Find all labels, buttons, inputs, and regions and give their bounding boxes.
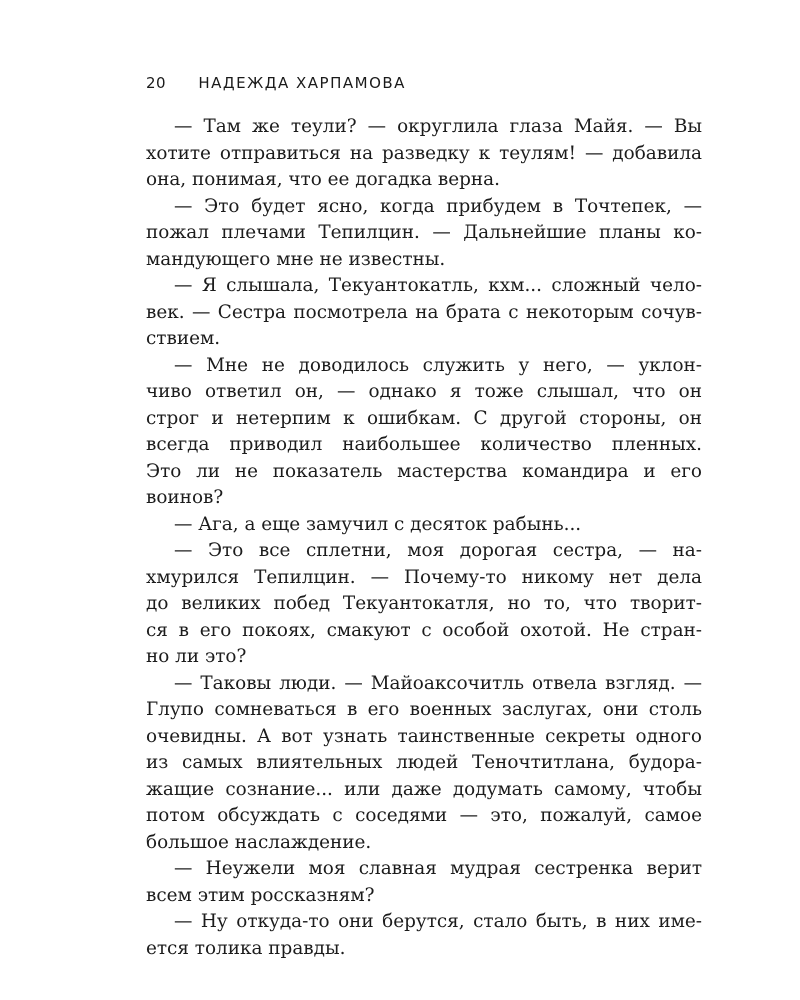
text-line: очевидны. А вот узнать таинственные секреты одного — [146, 725, 702, 747]
text-line: всегда приводил наибольшее количество пленных. — [146, 434, 702, 455]
text-line: ся в его покоях, смакуют с особой охотой. Не стран- — [146, 619, 702, 641]
page-number: 20 — [146, 74, 167, 92]
text-line: — Это все сплетни, моя дорогая сестра, — на- — [174, 540, 702, 561]
text-line: — Я слышала, Текуантокатль, кхм... сложный чело- — [174, 275, 702, 296]
text-line: — Таковы люди. — Майоаксочитль отвела взгляд. — — [174, 672, 702, 694]
text-line: — Неужели моя славная мудрая сестренка верит — [174, 858, 702, 879]
running-head — [146, 74, 706, 98]
text-line: жащие сознание... или даже додумать самому, чтобы — [146, 778, 702, 800]
book-author: НАДЕЖДА ХАРПАМОВА — [198, 74, 406, 92]
text-line: чиво ответил он, — однако я тоже слышал, что он — [146, 381, 702, 402]
text-line: строг и нетерпим к ошибкам. С другой стороны, он — [146, 407, 702, 429]
text-line: она, понимая, что ее догадка верна. — [146, 169, 500, 190]
text-line: Глупо сомневаться в его военных заслугах, они столь — [146, 699, 702, 720]
text-line: всем этим россказням? — [146, 884, 375, 906]
text-line: — Мне не доводилось служить у него, — уклон- — [174, 354, 702, 376]
text-line: хмурился Тепилцин. — Почему-то никому нет дела — [146, 566, 702, 588]
text-line: воинов? — [146, 487, 224, 508]
text-line: мандующего мне не известны. — [146, 248, 446, 270]
body-text — [146, 114, 702, 962]
text-line: хотите отправиться на разведку к теулям! — добавила — [146, 142, 702, 164]
text-line: но ли это? — [146, 646, 247, 667]
text-line: ется толика правды. — [146, 937, 346, 959]
text-line: из самых влиятельных людей Теночтитлана, будора- — [146, 752, 702, 773]
text-line: пожал плечами Тепилцин. — Дальнейшие планы ко- — [146, 222, 702, 243]
text-line: ствием. — [146, 328, 221, 349]
text-line: век. — Сестра посмотрела на брата с некоторым сочув- — [146, 301, 702, 323]
text-line: Это ли не показатель мастерства командира и его — [146, 460, 702, 482]
text-line: большое наслаждение. — [146, 831, 372, 853]
text-line: потом обсуждать с соседями — это, пожалуй, самое — [146, 805, 702, 826]
text-line: — Ага, а еще замучил с десяток рабынь... — [174, 513, 582, 535]
text-line: до великих побед Текуантокатля, но то, что творит- — [146, 593, 702, 614]
text-line: — Там же теули? — округлила глаза Майя. — Вы — [174, 116, 702, 137]
text-line: — Это будет ясно, когда прибудем в Точтепек, — — [174, 195, 702, 217]
text-line: — Ну откуда-то они берутся, стало быть, в них име- — [174, 911, 702, 932]
